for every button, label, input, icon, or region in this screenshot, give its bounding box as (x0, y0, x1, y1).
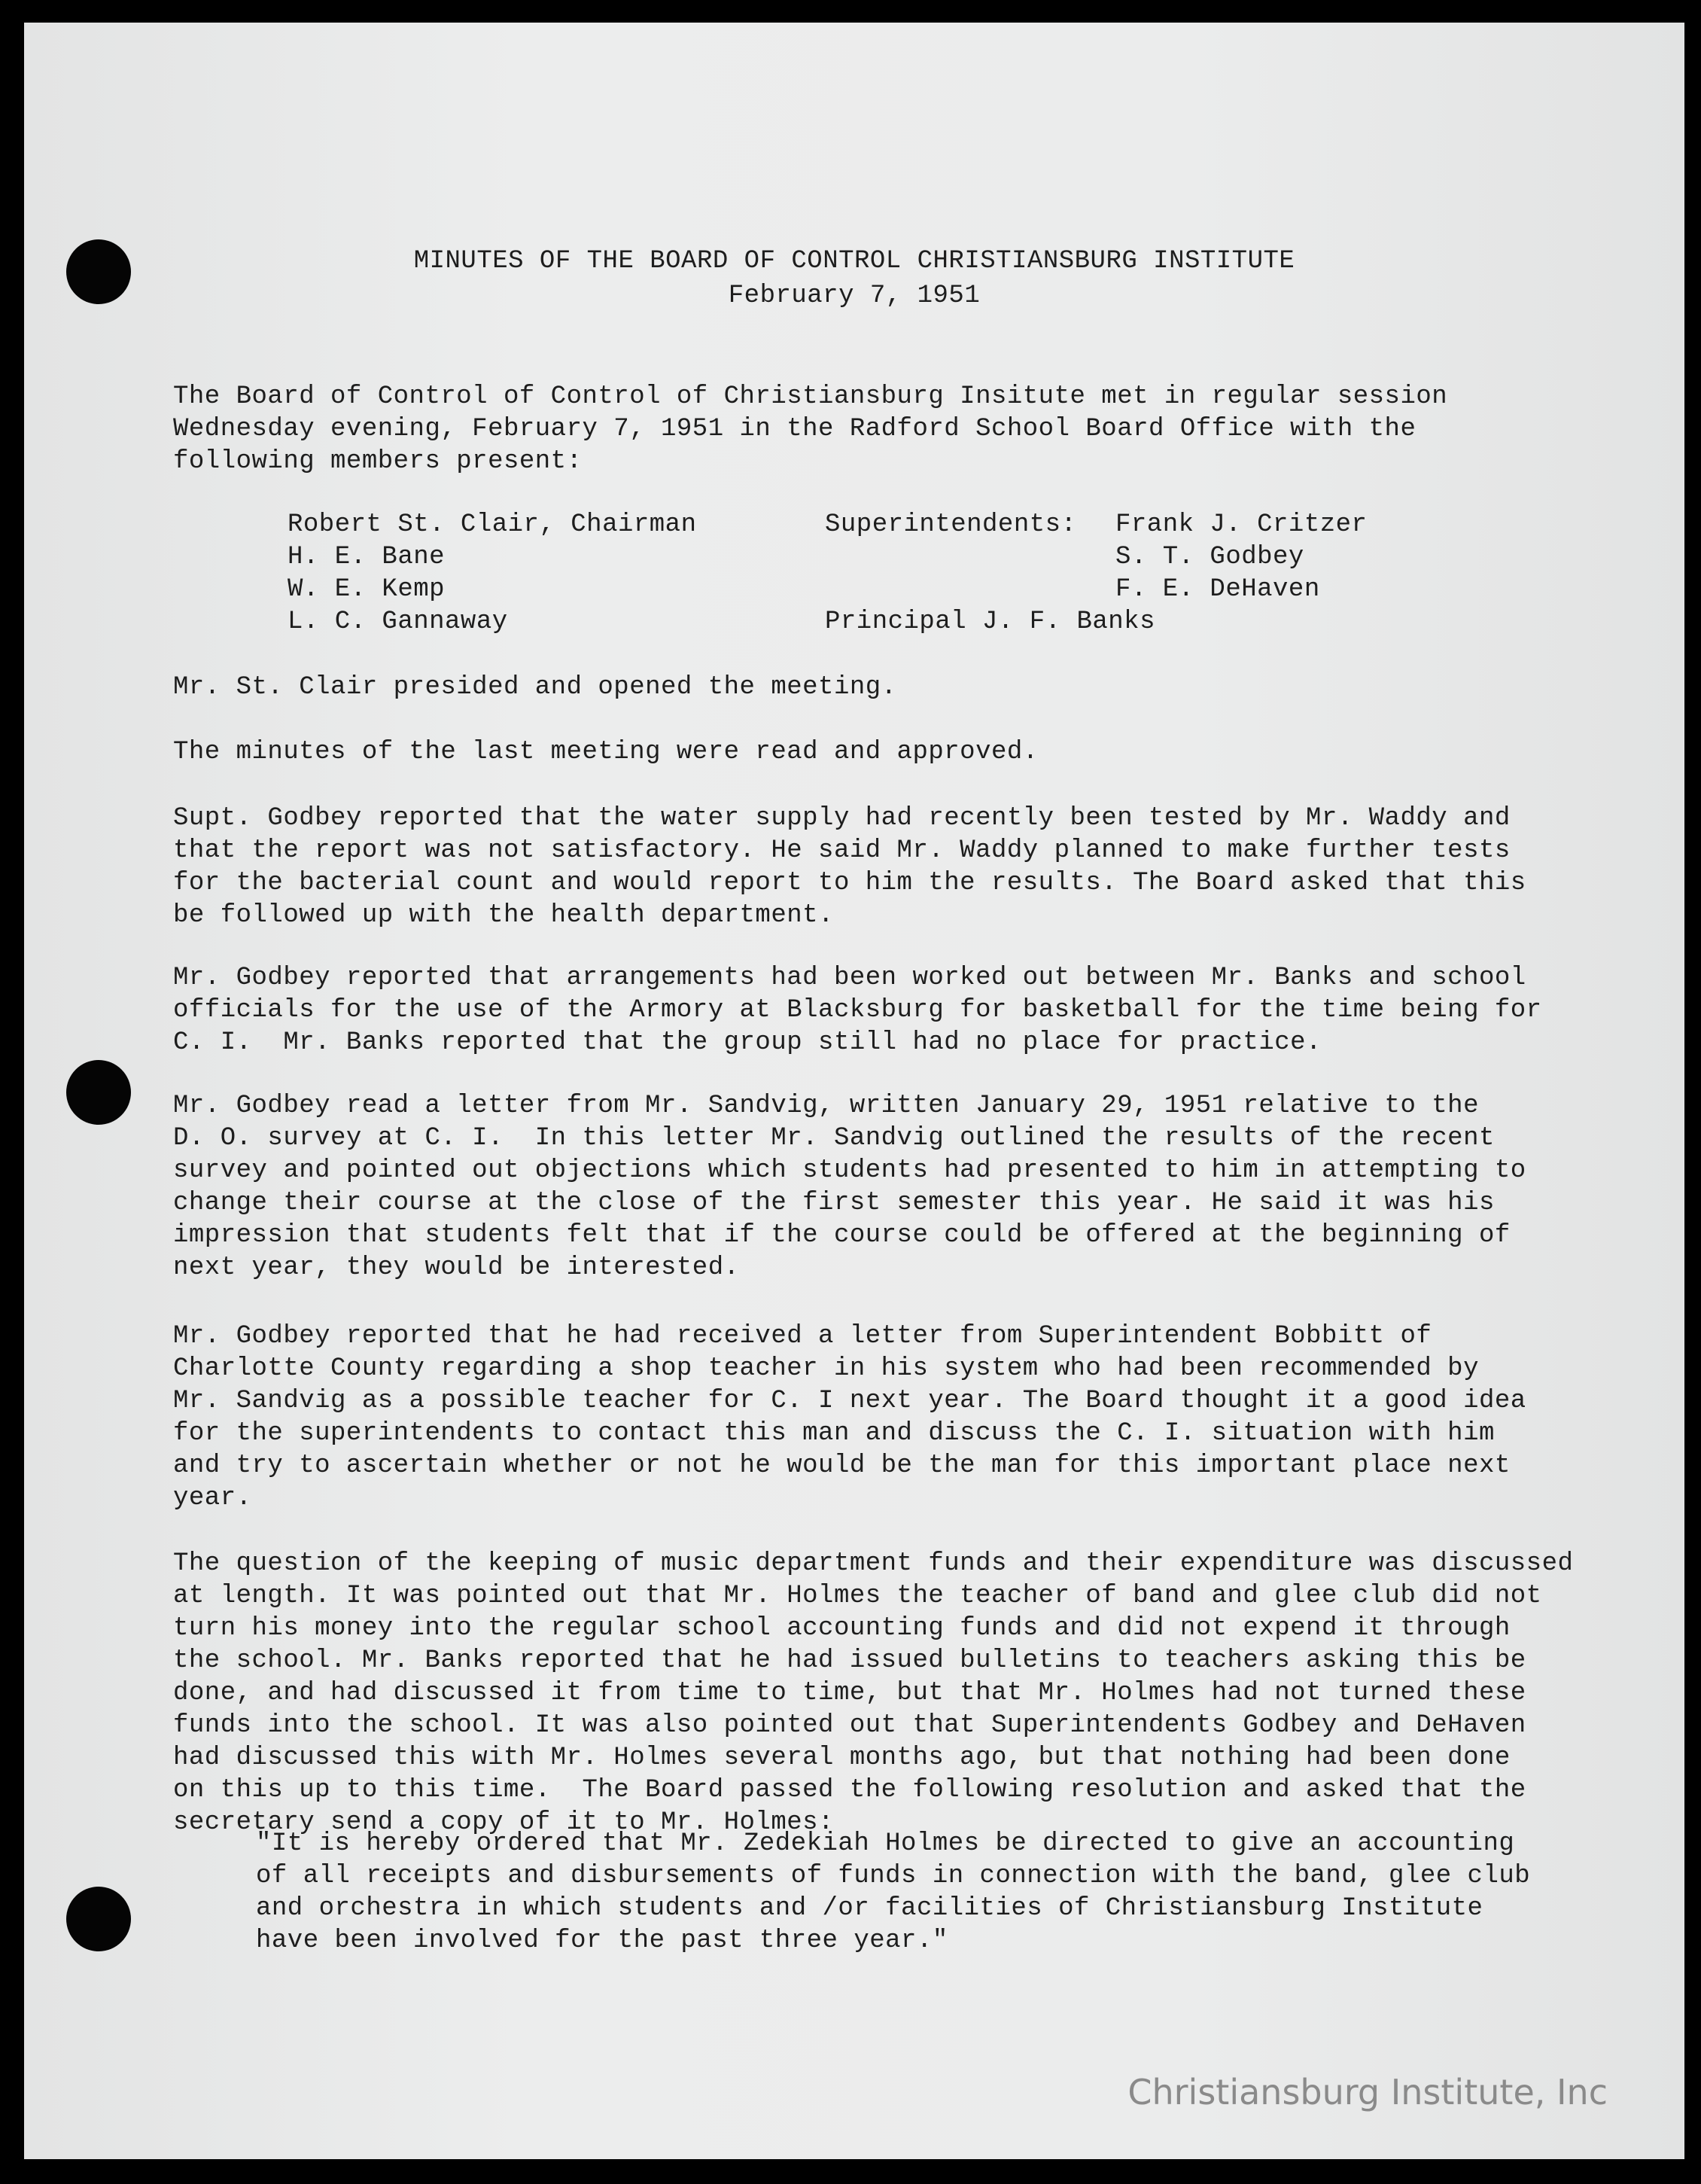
paragraph-sandvig-letter: Mr. Godbey read a letter from Mr. Sandvig, written January 29, 1951 relative to the D. O. survey at C. I. In this letter Mr. Sandvig outlined the results of the recent survey and pointed out objections which students had presented to him in attempting to change their course at the close of the first semester this year. He said it was his impression that students felt that if the course could be offered at the beginning of next year, they would be interested. (173, 1092, 1526, 1282)
paragraph-water-supply: Supt. Godbey reported that the water supply had recently been tested by Mr. Waddy and that the report was not satisfactory. He said Mr. Waddy planned to make further tests for the bacterial count and would report to him the results. The Board asked that this be followed up with the health department. (173, 804, 1526, 930)
punch-hole-middle (66, 1060, 131, 1125)
intro-paragraph: The Board of Control of Control of Christiansburg Insitute met in regular session Wednesday evening, February 7, 1951 in the Radford School Board Office with the following members present: (173, 382, 1448, 476)
member-bane: H. E. Bane (288, 543, 446, 571)
paragraph-music-funds: The question of the keeping of music department funds and their expenditure was discussed at length. It was pointed out that Mr. Holmes the teacher of band and glee club did not turn his money into the regular school accounting funds and did not expend it through the school. Mr. Banks reported that he had issued bulletins to teachers asking this be done, and had discussed it from time to time, but that Mr. Holmes had not turned these funds into the school. It was also pointed out that Superintendents Godbey and DeHaven had discussed this with Mr. Holmes several months ago, but that nothing had been done on this up to this time. The Board passed the following resolution and asked that the secretary send a copy of it to Mr. Holmes: (173, 1549, 1574, 1837)
superintendent-godbey: S. T. Godbey (1115, 543, 1304, 571)
document-page (24, 23, 1684, 2159)
document-title: MINUTES OF THE BOARD OF CONTROL CHRISTIANSBURG INSTITUTE (413, 247, 1295, 276)
principal: Principal J. F. Banks (825, 608, 1155, 636)
member-gannaway: L. C. Gannaway (288, 608, 508, 636)
paragraph-armory: Mr. Godbey reported that arrangements had been worked out between Mr. Banks and school officials for the use of the Armory at Blacksburg for basketball for the time being for C. I. Mr. Banks reported that the group still had no place for practice. (173, 964, 1542, 1057)
punch-hole-bottom (66, 1887, 131, 1951)
paragraph-shop-teacher: Mr. Godbey reported that he had received a letter from Superintendent Bobbitt of Charlotte County regarding a shop teacher in his system who had been recommended by Mr. Sandvig as a possible teacher for C. I next year. The Board thought it a good idea for the superintendents to contact this man and discuss the C. I. situation with him and try to ascertain whether or not he would be the man for this important place next year. (173, 1322, 1526, 1512)
paragraph-minutes: The minutes of the last meeting were read and approved. (173, 738, 1039, 766)
member-chairman: Robert St. Clair, Chairman (288, 510, 697, 539)
superintendent-critzer: Frank J. Critzer (1115, 510, 1368, 539)
member-kemp: W. E. Kemp (288, 575, 446, 604)
superintendents-label: Superintendents: (825, 510, 1077, 539)
document-date: February 7, 1951 (728, 282, 981, 310)
superintendent-dehaven: F. E. DeHaven (1115, 575, 1320, 604)
resolution-quote: "It is hereby ordered that Mr. Zedekiah Holmes be directed to give an accounting of all receipts and disbursements of funds in connection with the band, glee club and orchestra in which students and /or facilities of Christiansburg Institute have been involved for the past three year." (256, 1829, 1531, 1955)
watermark: Christiansburg Institute, Inc (1127, 2072, 1608, 2112)
paragraph-presided: Mr. St. Clair presided and opened the meeting. (173, 673, 897, 702)
